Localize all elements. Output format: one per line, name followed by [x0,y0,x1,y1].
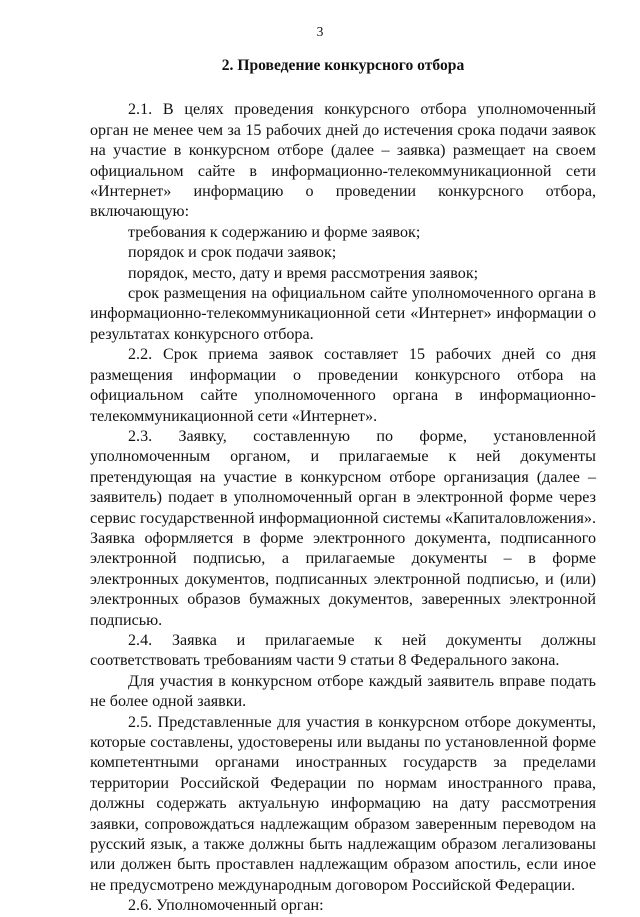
paragraph-2-5: 2.5. Представленные для участия в конкурсном отборе документы, которые составлены, удостоверены или выданы по установленной форме компетентными органами иностранных государств за пределами территории Российской Федерации по нормам иностранного права, должны содержать актуальную информацию на дату рассмотрения заявки, сопровождаться надлежащим образом заверенным переводом на русский язык, а также должны быть надлежащим образом легализованы или должен быть проставлен надлежащим образом апостиль, если иное не предусмотрено международным договором Российской Федерации. [90,713,596,894]
paragraph-2-4: 2.4. Заявка и прилагаемые к ней документы должны соответствовать требованиям части 9 статьи 8 Федерального закона. [90,631,596,670]
list-item-review-procedure: порядок, место, дату и время рассмотрения заявок; [128,264,479,282]
document-body [90,56,596,917]
paragraph-2-1: 2.1. В целях проведения конкурсного отбора уполномоченный орган не менее чем за 15 рабочих дней до истечения срока подачи заявок на участие в конкурсном отборе (далее – заявка) размещает на своем официальном сайте в информационно-телекоммуникационной сети «Интернет» информацию о проведении конкурсного отбора, включающую: [90,101,596,221]
list-item-results-publication: срок размещения на официальном сайте уполномоченного органа в информационно-телекоммуникационной сети «Интернет» информации о результатах конкурсного отбора. [90,285,596,343]
list-item-submission-order: порядок и срок подачи заявок; [128,244,337,262]
paragraph-2-3: 2.3. Заявку, составленную по форме, установленной уполномоченным органом, и прилагаемые к ней документы претендующая на участие в конкурсном отборе организация (далее – заявитель) подает в уполномоченный орган в электронной форме через сервис государственной информационной системы «Капиталовложения». Заявка оформляется в форме электронного документа, подписанного электронной подписью, а прилагаемые документы – в форме электронных документов, подписанных электронной подписью, и (или) электронных образов бумажных документов, заверенных электронной подписью. [90,427,596,629]
paragraph-one-application: Для участия в конкурсном отборе каждый заявитель вправе подать не более одной заявки. [90,672,596,711]
section-title: 2. Проведение конкурсного отбора [221,57,465,74]
paragraph-2-2: 2.2. Срок приема заявок составляет 15 рабочих дней со дня размещения информации о проведении конкурсного отбора на официальном сайте уполномоченного органа в информационно-телекоммуникационной сети «Интернет». [90,346,596,425]
list-item-requirements: требования к содержанию и форме заявок; [128,223,421,241]
page-number: 3 [316,24,324,39]
paragraph-2-6: 2.6. Уполномоченный орган: [128,897,324,915]
